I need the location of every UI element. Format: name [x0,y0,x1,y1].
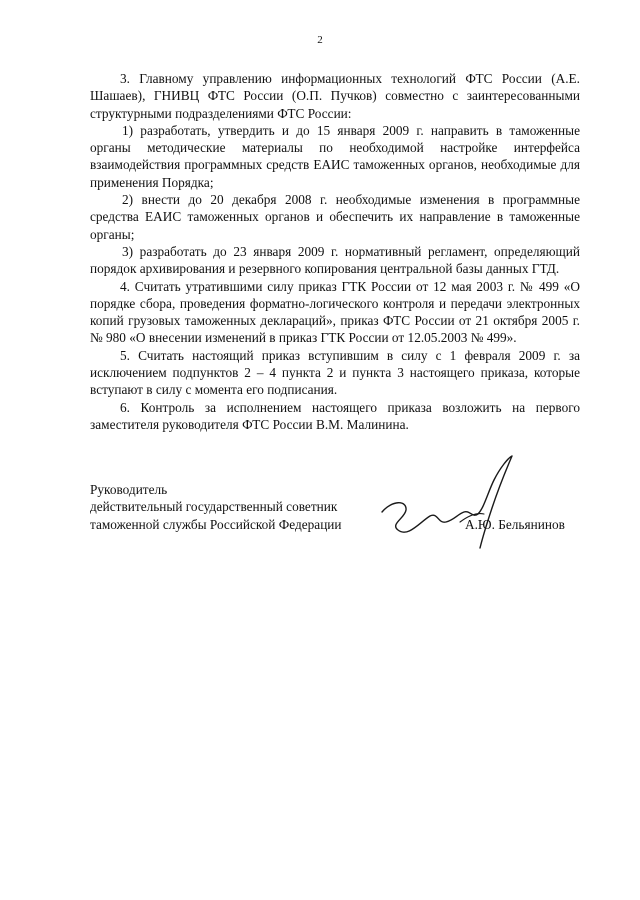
page-number: 2 [317,34,323,46]
document-body [90,70,580,433]
signer-name: А.Ю. Бельянинов [465,516,565,532]
paragraph-item-4: 4. Считать утратившими силу приказ ГТК России от 12 мая 2003 г. № 499 «О порядке сбора, проведения форматно-логического контроля и передачи электронных копий грузовых таможенных деклараций», приказ ФТС России от 21 октября 2005 г. № 980 «О внесении изменений в приказ ГТК России от 12.05.2003 № 499». [90,278,580,346]
subparagraph-3-2: 2) внести до 20 декабря 2008 г. необходимые изменения в программные средства ЕАИС таможенных органов и обеспечить их направление в таможенные органы; [90,192,580,242]
paragraph-item-6: 6. Контроль за исполнением настоящего приказа возложить на первого заместителя руководителя ФТС России В.М. Малинина. [90,399,580,432]
signer-title-line-2: действительный государственный советник [90,499,338,515]
signer-title-line-3: таможенной службы Российской Федерации [90,516,342,532]
signer-title-line-1: Руководитель [90,482,168,497]
paragraph-item-3: 3. Главному управлению информационных технологий ФТС России (А.Е. Шашаев), ГНИВЦ ФТС России (О.П. Пучков) совместно с заинтересованными структурными подразделениями ФТС России: [90,71,580,121]
signature-block [90,481,580,533]
paragraph-item-5: 5. Считать настоящий приказ вступившим в силу с 1 февраля 2009 г. за исключением подпунктов 2 – 4 пункта 2 и пункта 3 настоящего приказа, которые вступают в силу с момента его подписания. [90,347,580,398]
subparagraph-3-1: 1) разработать, утвердить и до 15 января 2009 г. направить в таможенные органы методические материалы по необходимой настройке интерфейса взаимодействия программных средств ЕАИС таможенных органов, необходимые для применения Порядка; [90,122,580,190]
subparagraph-3-3: 3) разработать до 23 января 2009 г. нормативный регламент, определяющий порядок архивирования и резервного копирования центральной базы данных ГТД. [90,243,580,277]
